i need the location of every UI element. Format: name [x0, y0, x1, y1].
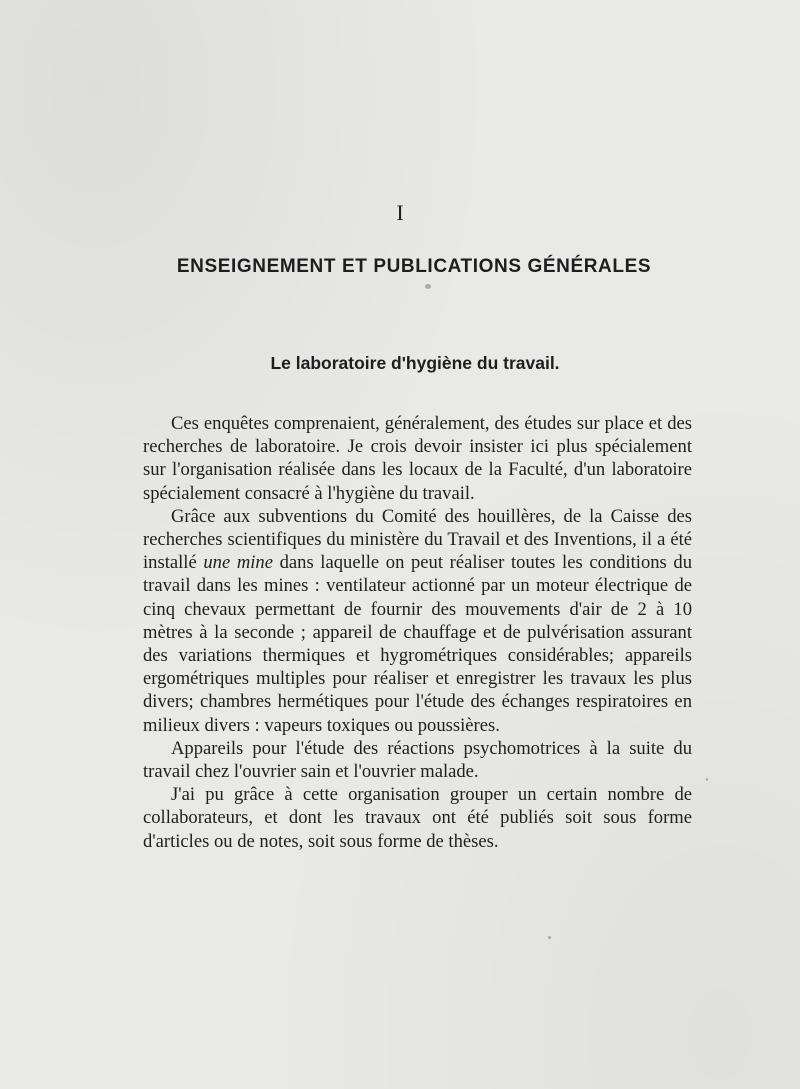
ink-speck [425, 284, 431, 289]
paragraph-3: Appareils pour l'étude des réactions psychomotrices à la suite du travail chez l'ouvrier sain et l'ouvrier malade. [143, 737, 692, 783]
ink-speck [706, 778, 708, 781]
chapter-numeral: I [396, 200, 404, 225]
ink-speck [548, 936, 551, 939]
paragraph-2 [143, 505, 692, 737]
paragraph-2-end: dans laquelle on peut réaliser toutes les conditions du travail dans les mines : ventilateur actionné par un moteur électrique de cinq chevaux permettant de fournir des mouvements d'air de 2 à 10 mètres à la seconde ; appareil de chauffage et de pulvérisation assurant des variations thermiques et hygrométriques considérables; appareils ergométriques multiples pour réaliser et enregistrer les travaux les plus divers; chambres hermétiques pour l'étude des échanges respiratoires en milieux divers : vapeurs toxiques ou poussières. [143, 552, 693, 736]
paragraph-2-start: Grâce aux subventions du Comité des houillères, de la Caisse des recherches scientifiques du ministère du Travail et des Inventions, il a été installé [143, 505, 692, 574]
body-text [143, 412, 692, 853]
paragraph-2-emphasis: une mine [203, 552, 273, 574]
section-title: Le laboratoire d'hygiène du travail. [270, 353, 560, 373]
paragraph-4: J'ai pu grâce à cette organisation grouper un certain nombre de collaborateurs, et dont les travaux ont été publiés soit sous forme d'articles ou de notes, soit sous forme de thèses. [143, 784, 692, 852]
paragraph-1: Ces enquêtes comprenaient, généralement, des études sur place et des recherches de laboratoire. Je crois devoir insister ici plus spécialement sur l'organisation réalisée dans les locaux de la Faculté, d'un laboratoire spécialement consacré à l'hygiène du travail. [143, 413, 692, 504]
chapter-title: ENSEIGNEMENT ET PUBLICATIONS GÉNÉRALES [176, 256, 652, 277]
